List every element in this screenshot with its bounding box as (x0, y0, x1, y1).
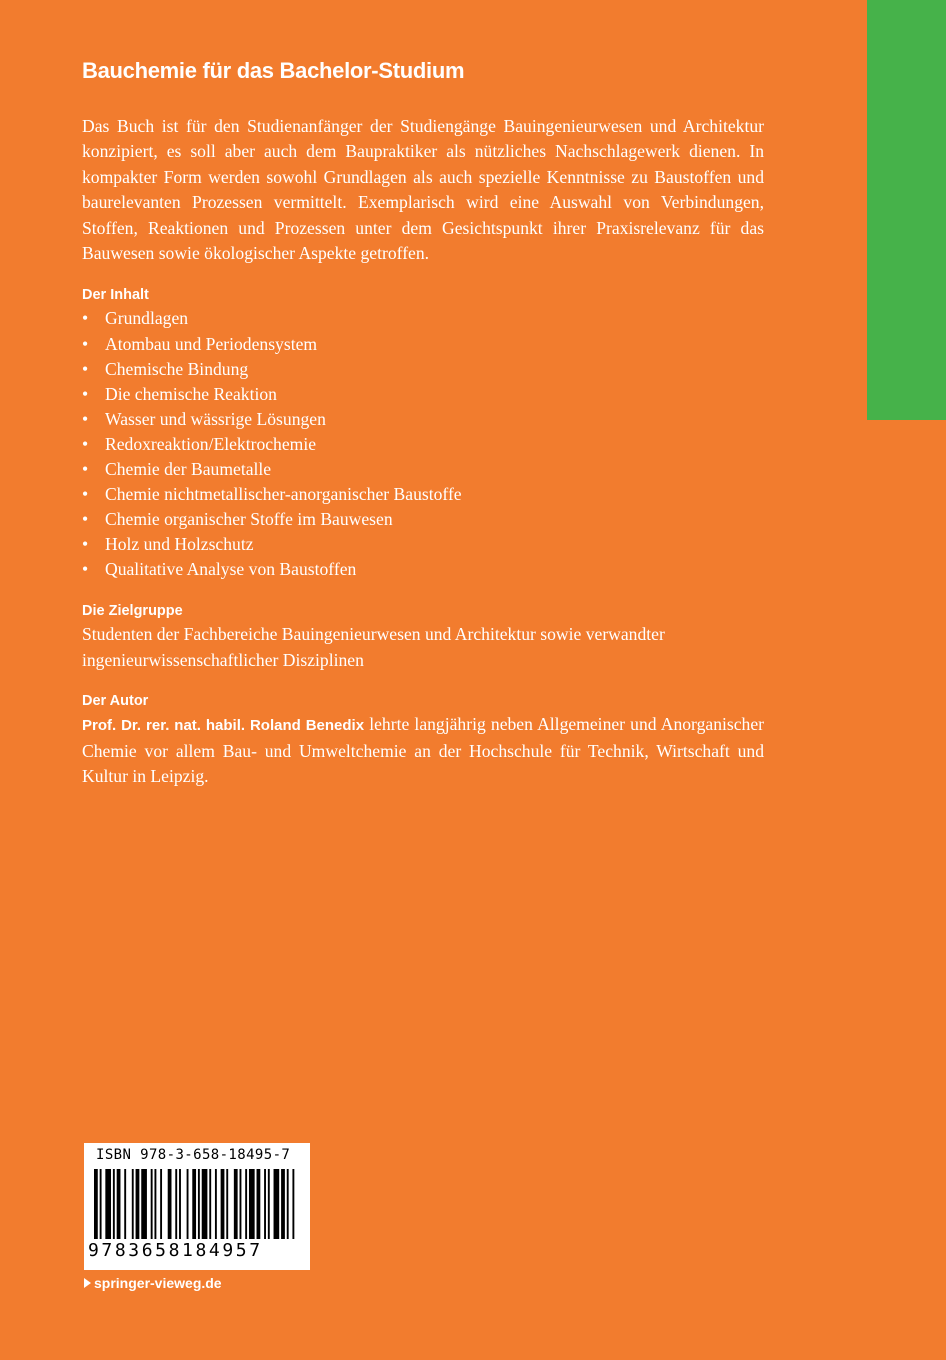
back-cover-text (82, 58, 764, 790)
contents-list (82, 306, 764, 582)
list-item: • Chemie der Baumetalle (82, 457, 764, 482)
author-bio: lehrte langjährig neben Allgemeiner und Anorganischer Chemie vor allem Bau- und Umweltchemie an der Hochschule für Technik, Wirtschaft und Kultur in Leipzig. (82, 714, 764, 787)
author-heading: Der Autor (82, 693, 149, 710)
isbn-label: ISBN 978-3-658-18495-7 (96, 1147, 291, 1163)
list-item: • Chemie nichtmetallischer-anorganischer Baustoffe (82, 482, 764, 507)
audience-text: Studenten der Fachbereiche Bauingenieurwesen und Architektur sowie verwandter ingenieurwissenschaftlicher Disziplinen (82, 624, 665, 670)
list-item: • Holz und Holzschutz (82, 532, 764, 557)
list-item: • Chemie organischer Stoffe im Bauwesen (82, 507, 764, 532)
list-item: • Redoxreaktion/Elektrochemie (82, 432, 764, 457)
book-title: Bauchemie für das Bachelor-Studium (82, 58, 465, 83)
list-item: • Atombau und Periodensystem (82, 332, 764, 357)
list-item: • Grundlagen (82, 306, 764, 331)
publisher-link[interactable] (84, 1275, 222, 1291)
isbn-barcode-block (84, 1143, 310, 1270)
list-item: • Chemische Bindung (82, 357, 764, 382)
contents-heading: Der Inhalt (82, 287, 149, 304)
audience-heading: Die Zielgruppe (82, 603, 183, 620)
list-item: • Wasser und wässrige Lösungen (82, 407, 764, 432)
list-item: • Qualitative Analyse von Baustoffen (82, 557, 764, 582)
intro-paragraph: Das Buch ist für den Studienanfänger der Studiengänge Bauingenieurwesen und Architektur konzipiert, es soll aber auch dem Baupraktiker als nützliches Nachschlagewerk dienen. In kompakter Form werden sowohl Grundlagen als auch spezielle Kenntnisse zu Baustoffen und baurelevanten Prozessen vermittelt. Exemplarisch wird eine Auswahl von Verbindungen, Stoffen, Reaktionen und Prozessen unter dem Gesichtspunkt ihrer Praxisrelevanz für das Bauwesen sowie ökologischer Aspekte getroffen. (82, 116, 764, 264)
barcode-digits: 9783658184957 (88, 1240, 263, 1261)
green-accent-bar (867, 0, 946, 420)
author-paragraph (82, 712, 764, 789)
publisher-url: springer-vieweg.de (94, 1275, 222, 1291)
arrow-right-icon (84, 1278, 91, 1288)
list-item: • Die chemische Reaktion (82, 382, 764, 407)
author-name: Prof. Dr. rer. nat. habil. Roland Benedix (82, 717, 365, 735)
barcode-icon (94, 1169, 300, 1239)
